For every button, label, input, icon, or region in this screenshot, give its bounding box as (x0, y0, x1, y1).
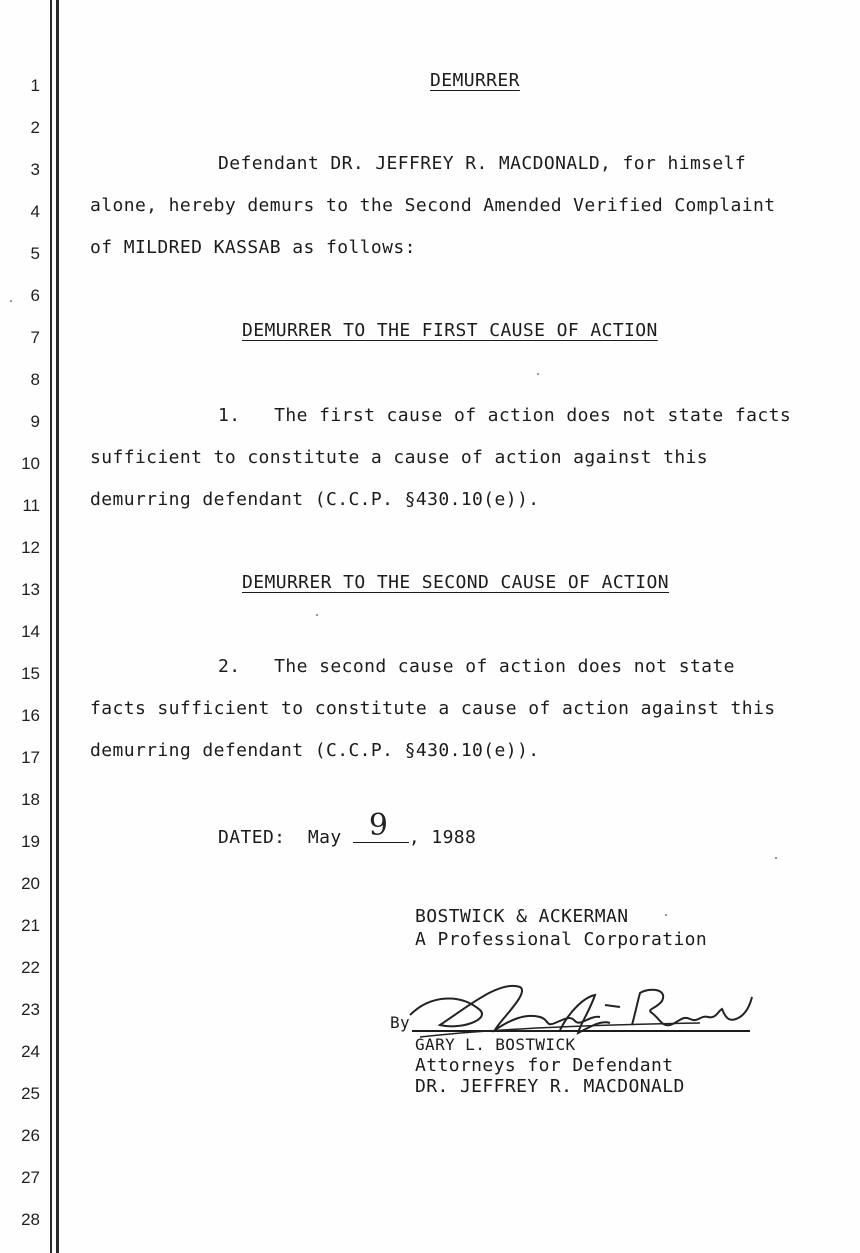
line-number: 5 (30, 244, 40, 263)
paragraph-line: facts sufficient to constitute a cause of action against this (90, 698, 776, 719)
paragraph-line: demurring defendant (C.C.P. §430.10(e)). (90, 489, 540, 510)
line-number: 23 (21, 1000, 40, 1019)
line-number: 27 (21, 1168, 40, 1187)
dated-label: DATED: May (218, 827, 342, 848)
paragraph-line: sufficient to constitute a cause of action against this (90, 447, 709, 468)
line-number: 10 (21, 454, 40, 473)
firm-name: BOSTWICK & ACKERMAN (415, 906, 629, 927)
intro-line: of MILDRED KASSAB as follows: (90, 237, 416, 258)
line-number: 13 (21, 580, 40, 599)
scan-speck (316, 614, 318, 616)
signer-name: GARY L. BOSTWICK (415, 1035, 576, 1054)
section-heading-second-cause: DEMURRER TO THE SECOND CAUSE OF ACTION (242, 572, 670, 593)
by-label: By (390, 1013, 411, 1032)
line-number: 3 (30, 160, 40, 179)
margin-rule-right (56, 0, 59, 1253)
line-number: 16 (21, 706, 40, 725)
attorneys-for: Attorneys for Defendant (415, 1055, 674, 1076)
defendant-name: DR. JEFFREY R. MACDONALD (415, 1076, 685, 1097)
line-number: 28 (21, 1210, 40, 1229)
line-number: 25 (21, 1084, 40, 1103)
dated-line (218, 808, 477, 848)
line-number: 8 (30, 370, 40, 389)
document-title: DEMURRER (430, 70, 520, 91)
line-number: 19 (21, 832, 40, 851)
line-number: 7 (30, 328, 40, 347)
line-number: 20 (21, 874, 40, 893)
paragraph-line: 1. The first cause of action does not state facts (218, 405, 792, 426)
line-number: 17 (21, 748, 40, 767)
firm-type: A Professional Corporation (415, 929, 708, 950)
scan-speck (537, 373, 539, 375)
line-number: 4 (30, 202, 40, 221)
line-number: 9 (30, 412, 40, 431)
dated-year: , 1988 (408, 827, 477, 848)
line-number: 1 (30, 76, 40, 95)
line-number: 14 (21, 622, 40, 641)
intro-line: alone, hereby demurs to the Second Amended Verified Complaint (90, 195, 776, 216)
line-number: 11 (22, 496, 40, 515)
line-number-column (0, 0, 44, 1253)
line-number: 18 (21, 790, 40, 809)
margin-rule-left (50, 0, 52, 1253)
line-number: 6 (30, 286, 40, 305)
date-blank (353, 808, 409, 843)
line-number: 2 (30, 118, 40, 137)
handwritten-day: 9 (368, 808, 389, 843)
scan-speck (10, 300, 12, 302)
line-number: 24 (21, 1042, 40, 1061)
paragraph-line: 2. The second cause of action does not state (218, 656, 735, 677)
paragraph-line: demurring defendant (C.C.P. §430.10(e)). (90, 740, 540, 761)
line-number: 12 (21, 538, 40, 557)
line-number: 15 (21, 664, 40, 683)
line-number: 21 (21, 916, 40, 935)
scan-speck (665, 914, 667, 916)
scan-speck (775, 857, 777, 859)
line-number: 26 (21, 1126, 40, 1145)
intro-line: Defendant DR. JEFFREY R. MACDONALD, for himself (218, 153, 747, 174)
line-number: 22 (21, 958, 40, 977)
section-heading-first-cause: DEMURRER TO THE FIRST CAUSE OF ACTION (242, 320, 658, 341)
